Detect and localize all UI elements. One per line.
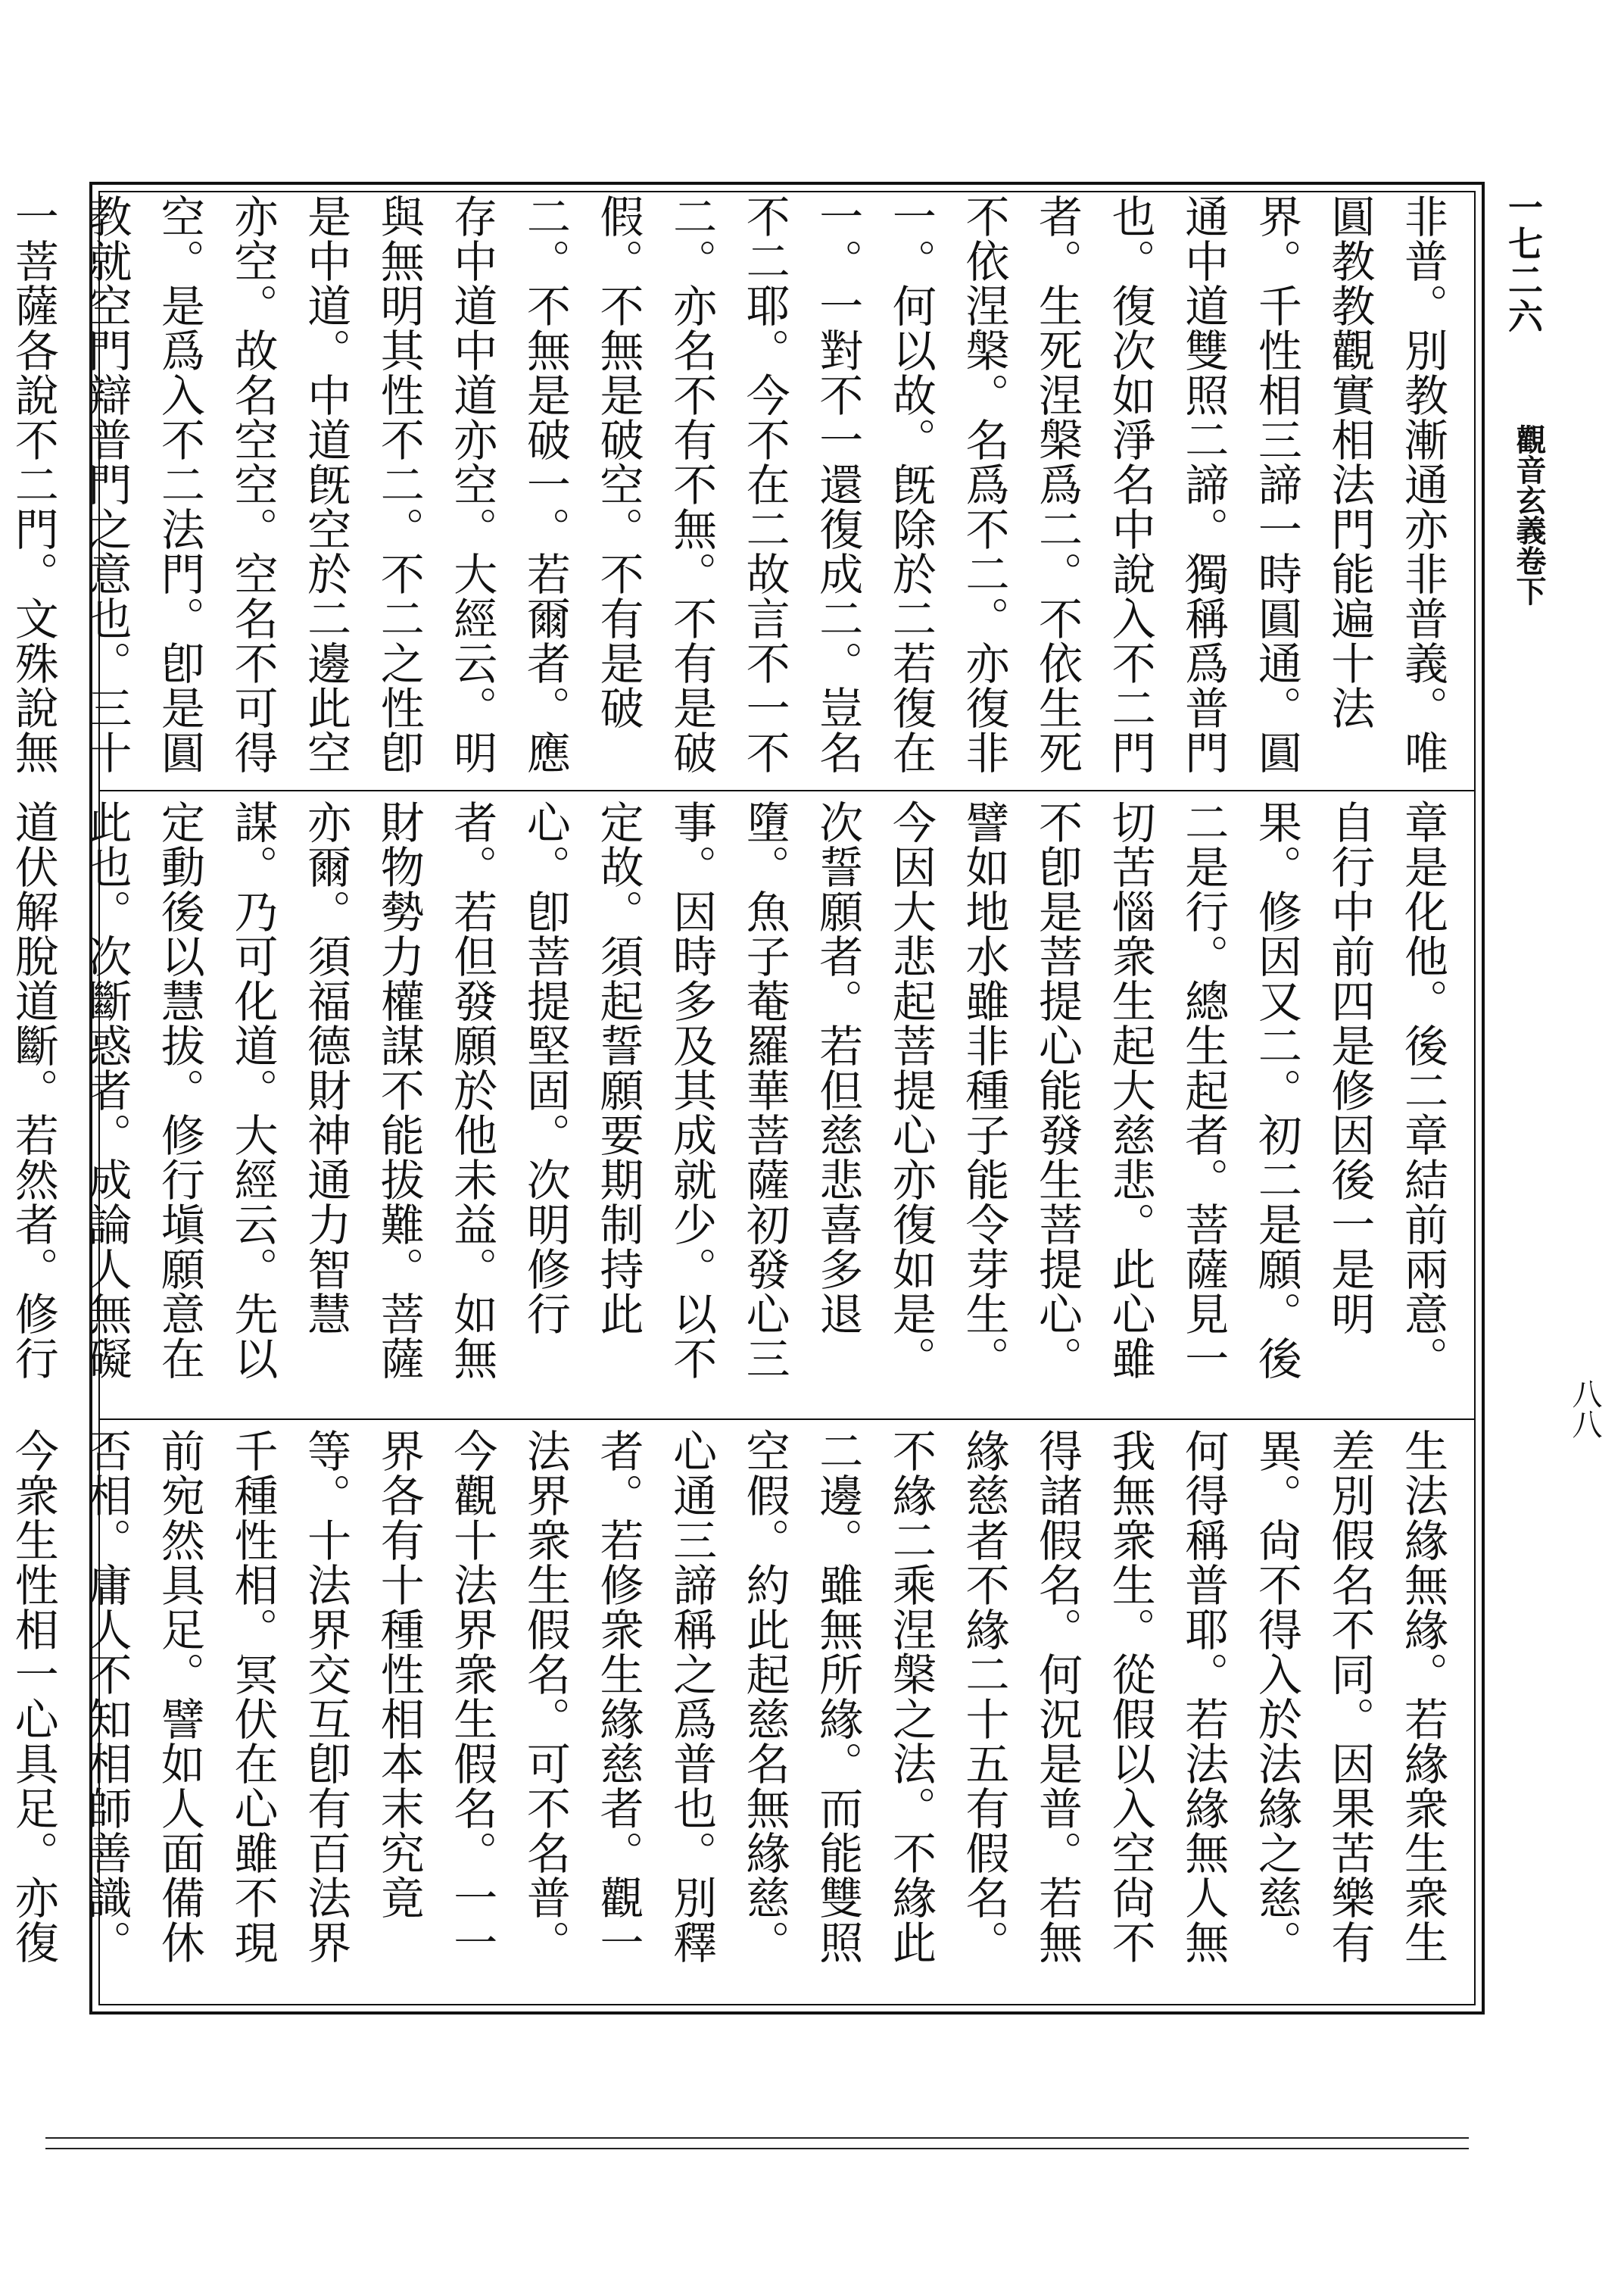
bottom-rule-upper — [45, 2137, 1469, 2139]
folio-marker: 八八 — [1567, 1378, 1602, 1439]
text-register — [7, 188, 1474, 2007]
page-number: 一七二六 — [1503, 189, 1544, 335]
tier-divider-upper — [98, 790, 1474, 791]
text-tier-lower: 生法緣無緣。若緣衆生衆生差別假名不同。因果苦樂有異。尙不得入於法緣之慈。何得稱普耶。若法緣無人無我無衆生。從假以入空尙不得諸假名。何況是普。若無緣慈者不緣二十五有假名。不緣二乘涅槃之法。不緣此二邊。雖無所緣。而能雙照空假。約此起慈名無緣慈。心通三諦稱之爲普也。別釋者。若修衆生緣慈者。觀一法界衆生假名。可不名普。今觀十法界衆生假名。一一界各有十種性相本末究竟等。十法界交互卽有百法界千種性相。冥伏在心雖不現前宛然具足。譬如人面備休否相。庸人不知相師善識。今衆生性相一心具足。亦復 — [7, 1428, 1448, 1965]
tier-divider-lower — [98, 1418, 1474, 1420]
text-tier-middle: 章是化他。後二章結前兩意。自行中前四是修因後一是明果。修因又二。初二是願。後二是行。總生起者。菩薩見一切苦惱衆生起大慈悲。此心雖不卽是菩提心能發生菩提心。譬如地水雖非種子能令芽生。今因大悲起菩提心亦復如是。次誓願者。若但慈悲喜多退墮。魚子菴羅華菩薩初發心三事。因時多及其成就少。以不定故。須起誓願要期制持此心。卽菩提堅固。次明修行者。若但發願於他未益。如無財物勢力權謀不能拔難。菩薩亦爾。須福德財神通力智慧謀。乃可化道。大經云。先以定動後以慧拔。修行塡願意在此也。次斷惑者。成論人無礙道伏解脫道斷。若然者。修行 — [7, 800, 1448, 1381]
running-title: 觀音玄義卷下 — [1511, 424, 1547, 606]
text-tier-upper: 非普。別教漸通亦非普義。唯圓教教觀實相法門能遍十法界。千性相三諦一時圓通。圓通中道雙照二諦。獨稱爲普門也。復次如淨名中說入不二門者。生死涅槃爲二。不依生死不依涅槃。名爲不二。亦復非一。何以故。旣除於二若復在一。一對不一還復成二。豈名不二耶。今不在二故言不一不二。亦名不有不無。不有是破假。不無是破空。不有是破二。不無是破一。若爾者。應存中道中道亦空。大經云。明與無明其性不二。不二之性卽是中道。中道旣空於二邊此空亦空。故名空空。空名不可得空。是爲入不二法門。卽是圓教就空門辯普門之意也。三十一菩薩各說不二門。文殊說無 — [7, 194, 1448, 775]
bottom-rule-lower — [45, 2148, 1469, 2149]
